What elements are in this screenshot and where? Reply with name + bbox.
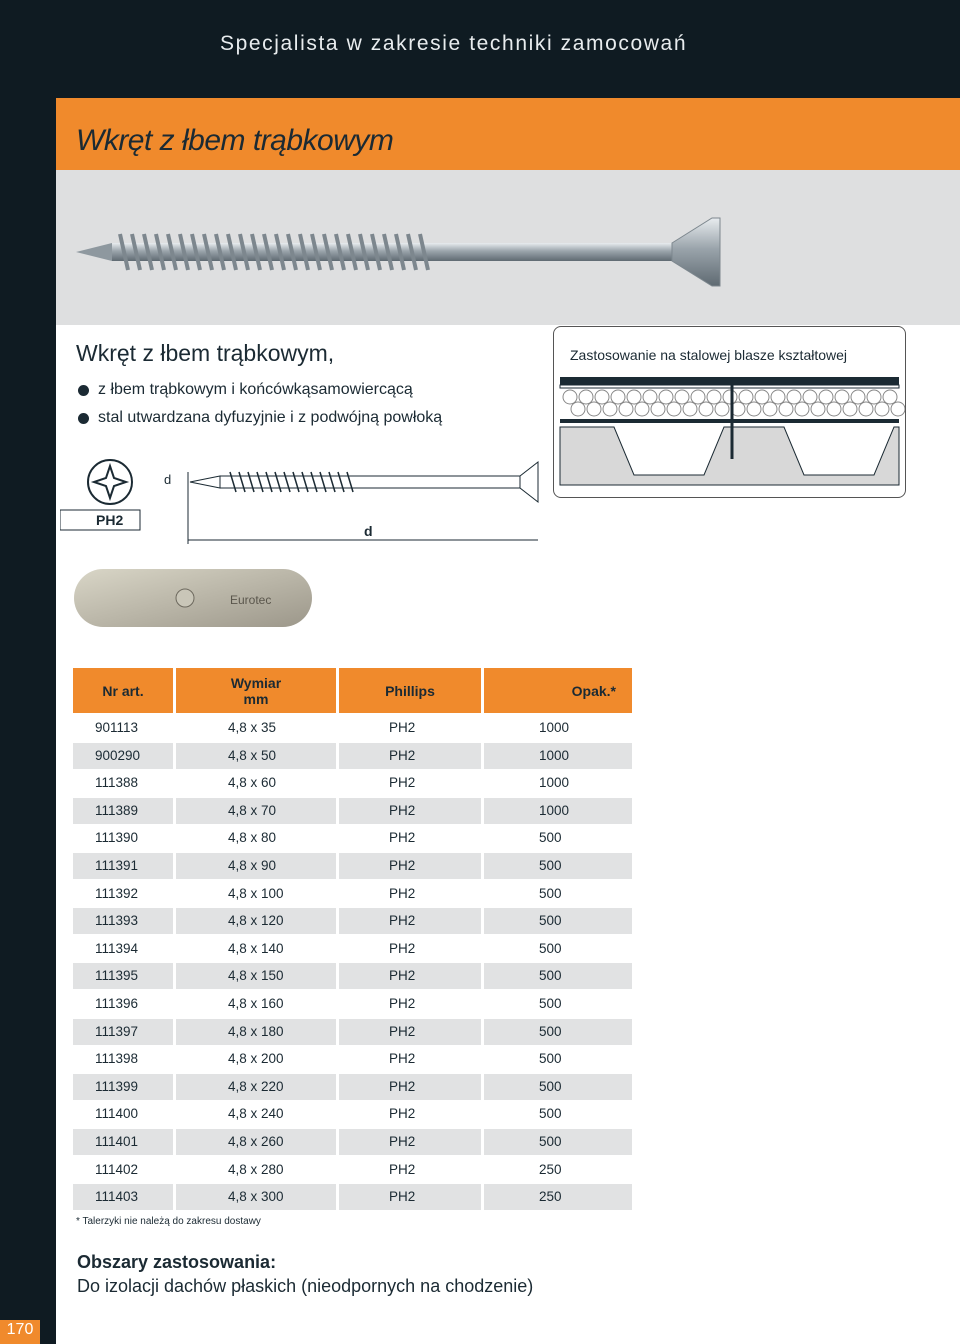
column-divider bbox=[336, 1129, 339, 1155]
cell-art-no: 901113 bbox=[95, 720, 139, 735]
cell-drive: PH2 bbox=[389, 747, 416, 763]
thread-mark bbox=[320, 472, 326, 492]
table-row bbox=[73, 1019, 632, 1045]
cell-size: 4,8 x 140 bbox=[228, 940, 284, 956]
column-divider bbox=[481, 991, 484, 1017]
cell-drive: PH2 bbox=[389, 913, 416, 929]
cell-art-no: 111390 bbox=[95, 830, 139, 846]
column-divider bbox=[481, 853, 484, 879]
thread-mark bbox=[311, 472, 317, 492]
column-divider bbox=[173, 798, 176, 824]
page-header bbox=[0, 0, 960, 98]
table-row bbox=[73, 798, 632, 824]
insulation-mark bbox=[675, 390, 689, 404]
cell-pack: 500 bbox=[539, 1106, 562, 1122]
feature-bullet bbox=[78, 381, 413, 399]
column-divider bbox=[173, 770, 176, 796]
column-divider bbox=[481, 1157, 484, 1183]
cell-art-no: 111399 bbox=[95, 1078, 139, 1094]
thread-mark bbox=[257, 472, 263, 492]
thread-mark bbox=[329, 472, 335, 492]
column-divider bbox=[173, 853, 176, 879]
cell-drive: PH2 bbox=[389, 1134, 416, 1149]
header-size-label: Wymiar bbox=[230, 674, 282, 691]
cell-art-no: 111398 bbox=[95, 1051, 139, 1067]
table-row bbox=[73, 770, 632, 796]
cell-art-no: 111400 bbox=[95, 1106, 139, 1122]
cell-drive: PH2 bbox=[389, 1051, 416, 1067]
cell-size: 4,8 x 260 bbox=[228, 1134, 284, 1149]
insulation-mark bbox=[747, 402, 761, 416]
column-divider bbox=[336, 715, 339, 741]
thread-mark bbox=[248, 472, 254, 492]
insulation-mark bbox=[571, 402, 585, 416]
column-divider bbox=[481, 770, 484, 796]
table-row bbox=[73, 715, 632, 741]
bullet-dot bbox=[78, 413, 89, 424]
insulation-mark bbox=[763, 402, 777, 416]
column-divider bbox=[173, 1157, 176, 1183]
cell-pack: 1000 bbox=[539, 802, 570, 818]
cell-drive: PH2 bbox=[389, 775, 416, 791]
insulation-mark bbox=[683, 402, 697, 416]
roof-section-drawing bbox=[554, 367, 905, 497]
column-divider bbox=[336, 825, 339, 851]
table-header bbox=[73, 668, 632, 713]
insulation-mark bbox=[779, 402, 793, 416]
cell-size: 4,8 x 300 bbox=[228, 1189, 284, 1205]
column-divider bbox=[481, 1184, 484, 1210]
areas-text: Do izolacji dachów płaskich (nieodpornych na chodzenie) bbox=[77, 1276, 534, 1296]
column-divider bbox=[481, 963, 484, 989]
header-pack: Opak.* bbox=[571, 682, 616, 699]
column-divider bbox=[173, 1184, 176, 1210]
insulation-mark bbox=[755, 390, 769, 404]
insulation-mark bbox=[651, 402, 665, 416]
column-divider bbox=[336, 1101, 339, 1127]
page-number: 170 bbox=[6, 1321, 34, 1338]
insulation-mark bbox=[795, 402, 809, 416]
cell-size: 4,8 x 80 bbox=[228, 830, 277, 846]
page-title: Wkręt z łbem trąbkowym bbox=[76, 124, 394, 157]
column-divider bbox=[481, 1101, 484, 1127]
cell-drive: PH2 bbox=[389, 1189, 416, 1205]
feature-text: z łbem trąbkowym i końcówkąsamowiercącą bbox=[98, 381, 413, 398]
cell-art-no: 111396 bbox=[95, 996, 139, 1011]
cell-pack: 500 bbox=[539, 1051, 562, 1067]
cell-drive: PH2 bbox=[389, 885, 416, 901]
cell-art-no: 111389 bbox=[95, 802, 139, 818]
column-divider bbox=[336, 991, 339, 1017]
insulation-mark bbox=[723, 390, 737, 404]
column-divider bbox=[336, 963, 339, 989]
header-drive: Phillips bbox=[385, 682, 435, 699]
diameter-label: d bbox=[164, 472, 172, 487]
column-divider bbox=[481, 1019, 484, 1045]
cell-drive: PH2 bbox=[389, 858, 416, 873]
column-divider bbox=[336, 908, 339, 934]
cell-pack: 500 bbox=[539, 830, 562, 846]
cell-drive: PH2 bbox=[389, 720, 416, 735]
cell-drive: PH2 bbox=[389, 1106, 416, 1122]
insulation-mark bbox=[635, 402, 649, 416]
cell-pack: 500 bbox=[539, 1023, 562, 1039]
areas-heading: Obszary zastosowania: bbox=[77, 1252, 277, 1272]
header-art-no: Nr art. bbox=[102, 682, 144, 699]
cell-size: 4,8 x 70 bbox=[228, 802, 277, 818]
cell-size: 4,8 x 100 bbox=[228, 885, 284, 901]
column-divider bbox=[481, 743, 484, 769]
insulation-mark bbox=[643, 390, 657, 404]
insulation-mark bbox=[867, 390, 881, 404]
bullet-dot bbox=[78, 385, 89, 396]
column-divider bbox=[336, 770, 339, 796]
cell-drive: PH2 bbox=[389, 996, 416, 1011]
table-row bbox=[73, 1129, 632, 1155]
cell-drive: PH2 bbox=[389, 1161, 416, 1177]
cell-pack: 1000 bbox=[539, 720, 570, 735]
cell-pack: 500 bbox=[539, 913, 562, 929]
thread-mark bbox=[230, 472, 236, 492]
insulation-mark bbox=[891, 402, 905, 416]
table-row bbox=[73, 825, 632, 851]
cell-drive: PH2 bbox=[389, 968, 416, 984]
thread-mark bbox=[284, 472, 290, 492]
cell-art-no: 111397 bbox=[95, 1023, 139, 1039]
table-row bbox=[73, 881, 632, 907]
cell-size: 4,8 x 50 bbox=[228, 747, 277, 763]
table-row bbox=[73, 908, 632, 934]
insulation-mark bbox=[827, 402, 841, 416]
column-divider bbox=[481, 1129, 484, 1155]
screw-photo bbox=[72, 210, 722, 290]
cell-size: 4,8 x 35 bbox=[228, 720, 277, 735]
insulation-mark bbox=[819, 390, 833, 404]
cell-size: 4,8 x 90 bbox=[228, 858, 277, 873]
column-divider bbox=[173, 963, 176, 989]
column-divider bbox=[336, 936, 339, 962]
cell-pack: 250 bbox=[539, 1161, 562, 1177]
column-divider bbox=[336, 881, 339, 907]
insulation-mark bbox=[627, 390, 641, 404]
thread-mark bbox=[302, 472, 308, 492]
column-divider bbox=[336, 1046, 339, 1072]
insulation-mark bbox=[787, 390, 801, 404]
insulation-mark bbox=[883, 390, 897, 404]
table-row bbox=[73, 991, 632, 1017]
column-divider bbox=[173, 1046, 176, 1072]
insulation-mark bbox=[603, 402, 617, 416]
header-tagline: Specjalista w zakresie techniki zamocowań bbox=[220, 32, 688, 55]
cell-size: 4,8 x 280 bbox=[228, 1161, 284, 1177]
column-divider bbox=[481, 715, 484, 741]
insulation-mark bbox=[595, 390, 609, 404]
cell-pack: 500 bbox=[539, 940, 562, 956]
table-row bbox=[73, 1157, 632, 1183]
thread-mark bbox=[338, 472, 344, 492]
cell-art-no: 111395 bbox=[95, 968, 139, 984]
description-heading: Wkręt z łbem trąbkowym, bbox=[76, 340, 335, 366]
thread-mark bbox=[239, 472, 245, 492]
column-divider bbox=[173, 1074, 176, 1100]
table-row bbox=[73, 1046, 632, 1072]
cell-pack: 500 bbox=[539, 885, 562, 901]
column-divider bbox=[481, 825, 484, 851]
cell-art-no: 111402 bbox=[95, 1161, 139, 1177]
insulation-mark bbox=[587, 402, 601, 416]
insulation-mark bbox=[611, 390, 625, 404]
column-divider bbox=[173, 715, 176, 741]
column-divider bbox=[336, 743, 339, 769]
length-label: d bbox=[364, 523, 373, 539]
column-divider bbox=[173, 991, 176, 1017]
cell-pack: 500 bbox=[539, 996, 562, 1011]
application-title: Zastosowanie na stalowej blasze kształtowej bbox=[570, 347, 848, 363]
column-divider bbox=[481, 936, 484, 962]
thread-mark bbox=[293, 472, 299, 492]
column-divider bbox=[481, 908, 484, 934]
cell-art-no: 111392 bbox=[95, 885, 139, 901]
insulation-mark bbox=[619, 402, 633, 416]
cell-art-no: 111393 bbox=[95, 913, 139, 929]
thread-mark bbox=[347, 472, 353, 492]
cell-size: 4,8 x 150 bbox=[228, 968, 284, 984]
column-divider bbox=[481, 798, 484, 824]
insulation-mark bbox=[715, 402, 729, 416]
column-divider bbox=[173, 1101, 176, 1127]
cell-art-no: 900290 bbox=[95, 747, 141, 763]
column-divider bbox=[173, 743, 176, 769]
table-row bbox=[73, 936, 632, 962]
insulation-mark bbox=[811, 402, 825, 416]
cell-pack: 1000 bbox=[539, 775, 570, 791]
cell-size: 4,8 x 220 bbox=[228, 1078, 284, 1094]
insulation-mark bbox=[851, 390, 865, 404]
table-footnote: * Talerzyki nie należą do zakresu dostawy bbox=[76, 1216, 261, 1227]
insulation-mark bbox=[667, 402, 681, 416]
table-row bbox=[73, 853, 632, 879]
cell-art-no: 111391 bbox=[95, 858, 139, 873]
table-row bbox=[73, 963, 632, 989]
cell-pack: 500 bbox=[539, 858, 562, 873]
washer-brand: Eurotec bbox=[230, 593, 272, 607]
cell-size: 4,8 x 160 bbox=[228, 996, 284, 1011]
washer-photo bbox=[70, 565, 320, 635]
cell-art-no: 111403 bbox=[95, 1189, 139, 1205]
insulation-mark bbox=[859, 402, 873, 416]
insulation-mark bbox=[579, 390, 593, 404]
cell-size: 4,8 x 180 bbox=[228, 1023, 284, 1039]
cell-pack: 500 bbox=[539, 968, 562, 984]
cell-pack: 500 bbox=[539, 1134, 562, 1149]
column-divider bbox=[336, 1157, 339, 1183]
cell-drive: PH2 bbox=[389, 1078, 416, 1094]
feature-bullet bbox=[78, 409, 442, 427]
column-divider bbox=[336, 798, 339, 824]
insulation-mark bbox=[659, 390, 673, 404]
insulation-mark bbox=[803, 390, 817, 404]
technical-drawing bbox=[60, 452, 550, 552]
column-divider bbox=[173, 881, 176, 907]
column-divider bbox=[481, 1074, 484, 1100]
cell-size: 4,8 x 120 bbox=[228, 913, 284, 929]
insulation-mark bbox=[707, 390, 721, 404]
table-row bbox=[73, 1074, 632, 1100]
insulation-mark bbox=[699, 402, 713, 416]
application-box bbox=[553, 326, 906, 498]
insulation-mark bbox=[563, 390, 577, 404]
drive-label: PH2 bbox=[96, 512, 124, 528]
header-size-unit: mm bbox=[243, 690, 269, 707]
insulation-mark bbox=[875, 402, 889, 416]
cell-drive: PH2 bbox=[389, 1023, 416, 1039]
column-divider bbox=[173, 1019, 176, 1045]
feature-text: stal utwardzana dyfuzyjnie i z podwójną powłoką bbox=[98, 409, 443, 426]
column-divider bbox=[173, 908, 176, 934]
cell-art-no: 111394 bbox=[95, 940, 139, 956]
thread-mark bbox=[266, 472, 272, 492]
cell-art-no: 111401 bbox=[95, 1134, 139, 1149]
cell-size: 4,8 x 240 bbox=[228, 1106, 284, 1122]
column-divider bbox=[336, 853, 339, 879]
insulation-mark bbox=[835, 390, 849, 404]
column-divider bbox=[481, 881, 484, 907]
cell-size: 4,8 x 60 bbox=[228, 775, 277, 791]
header-size bbox=[176, 668, 336, 713]
column-divider bbox=[173, 936, 176, 962]
table-row bbox=[73, 1184, 632, 1210]
column-divider bbox=[173, 1129, 176, 1155]
table-row bbox=[73, 1101, 632, 1127]
column-divider bbox=[336, 1074, 339, 1100]
thread-mark bbox=[275, 472, 281, 492]
cell-pack: 500 bbox=[539, 1078, 562, 1094]
column-divider bbox=[336, 1019, 339, 1045]
column-divider bbox=[173, 825, 176, 851]
cell-drive: PH2 bbox=[389, 940, 416, 956]
cell-pack: 1000 bbox=[539, 747, 570, 763]
table-row bbox=[73, 743, 632, 769]
insulation-mark bbox=[691, 390, 705, 404]
cell-art-no: 111388 bbox=[95, 775, 139, 791]
insulation-mark bbox=[771, 390, 785, 404]
cell-drive: PH2 bbox=[389, 802, 416, 818]
insulation-mark bbox=[843, 402, 857, 416]
cell-size: 4,8 x 200 bbox=[228, 1051, 284, 1067]
cell-drive: PH2 bbox=[389, 830, 416, 846]
column-divider bbox=[336, 1184, 339, 1210]
column-divider bbox=[481, 1046, 484, 1072]
insulation-mark bbox=[739, 390, 753, 404]
cell-pack: 250 bbox=[539, 1189, 562, 1205]
